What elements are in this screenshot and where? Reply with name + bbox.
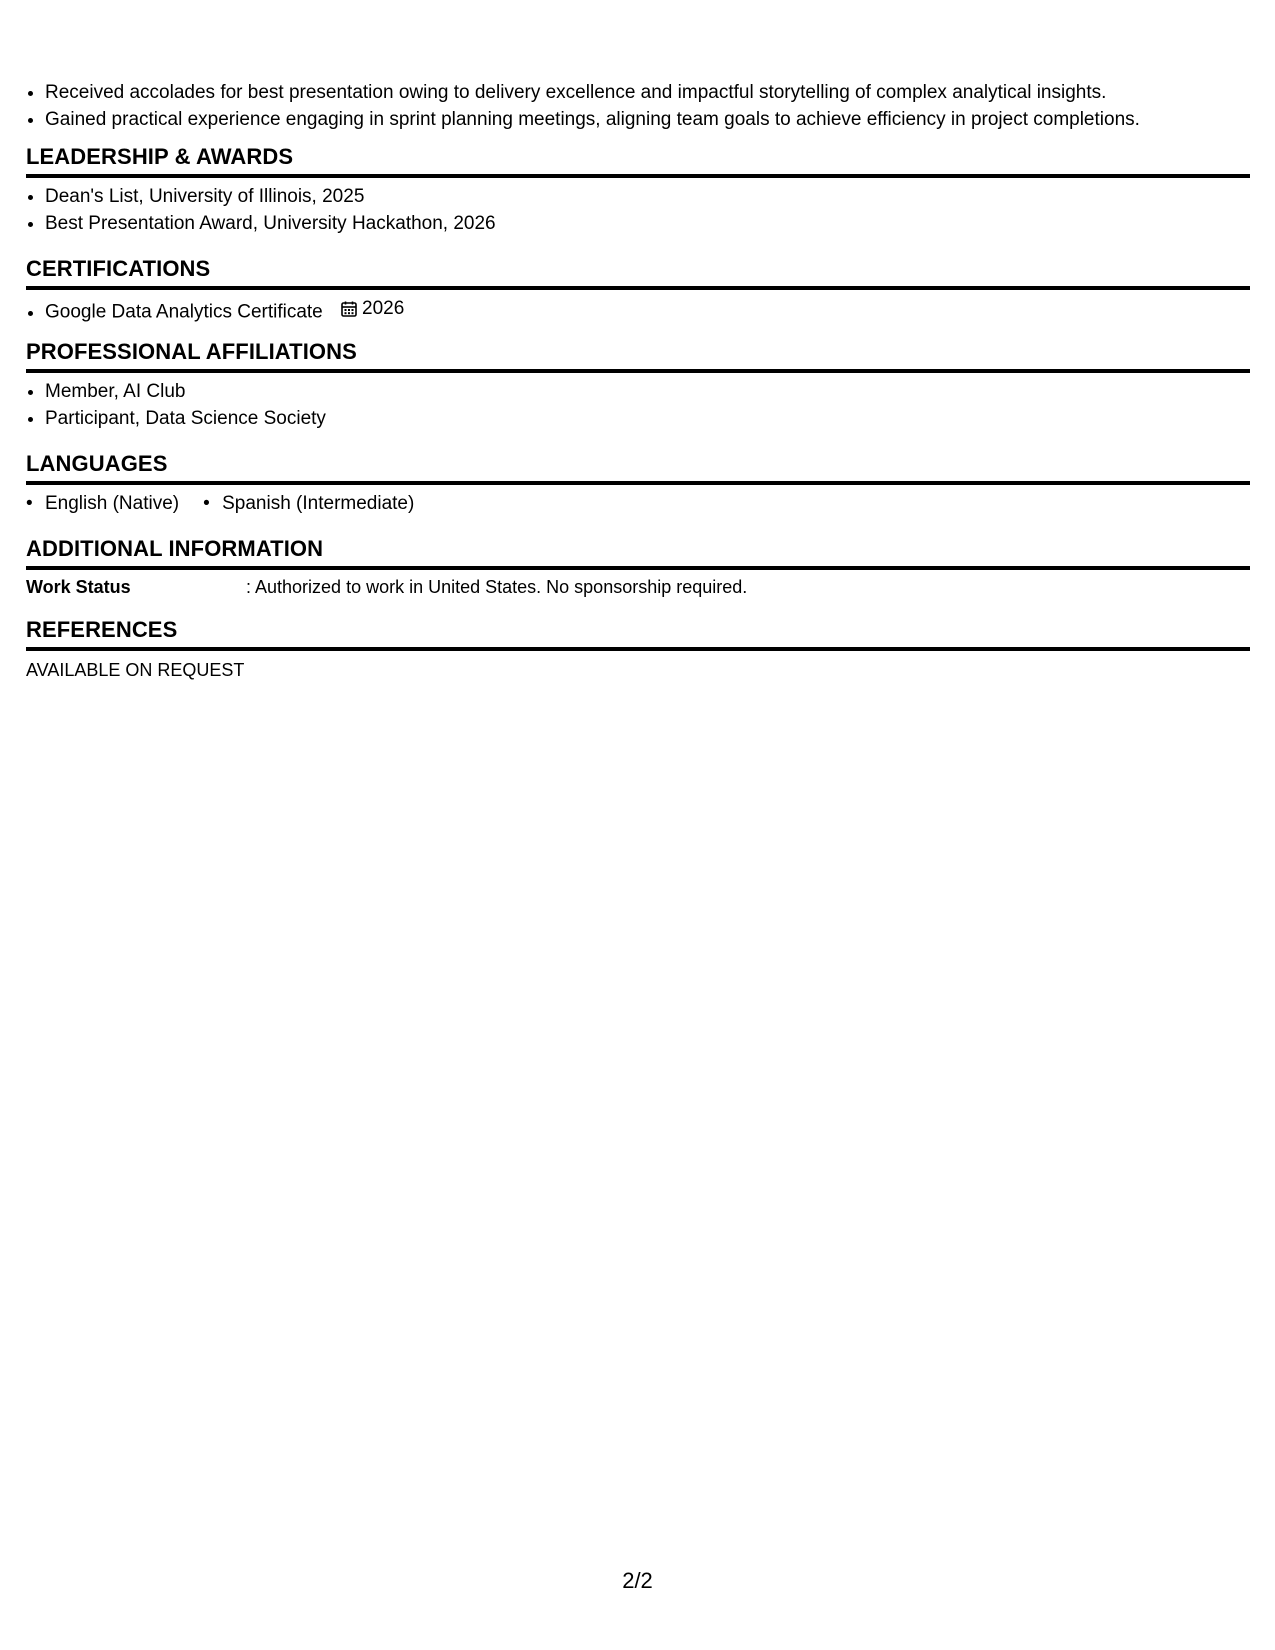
certification-year: 2026: [362, 298, 405, 319]
affiliation-item: • Participant, Data Science Society: [45, 405, 1250, 432]
references-section: [26, 616, 1250, 683]
affiliations-list: [26, 378, 1250, 432]
section-title-languages: LANGUAGES: [26, 450, 1250, 485]
additional-info-section: [26, 535, 1250, 600]
references-text: AVAILABLE ON REQUEST: [26, 660, 245, 680]
work-status-value: : Authorized to work in United States. No sponsorship required.: [246, 577, 748, 597]
certification-item: [45, 295, 1250, 326]
certification-name: Google Data Analytics Certificate: [45, 301, 323, 323]
certifications-section: [26, 255, 1250, 326]
work-status-label: Work Status: [26, 577, 131, 597]
certification-date: [340, 295, 404, 322]
language-label: • Spanish (Intermediate): [222, 493, 415, 514]
experience-bullet: • Gained practical experience engaging in sprint planning meetings, aligning team goals to achieve efficiency in project completions.: [45, 106, 1140, 133]
leadership-item: • Best Presentation Award, University Hackathon, 2026: [45, 210, 1250, 237]
languages-list: [26, 490, 1250, 517]
language-item: [203, 490, 414, 517]
section-title-additional-info: ADDITIONAL INFORMATION: [26, 535, 1250, 570]
leadership-list: [26, 183, 1250, 237]
leadership-item: • Dean's List, University of Illinois, 2025: [45, 183, 1250, 210]
experience-bullet: • Received accolades for best presentation owing to delivery excellence and impactful storytelling of complex analytical insights.: [45, 79, 1140, 106]
page-number: 2/2: [622, 1568, 653, 1593]
section-title-affiliations: PROFESSIONAL AFFILIATIONS: [26, 338, 1250, 373]
experience-bullets: [26, 79, 1140, 133]
language-label: • English (Native): [45, 493, 180, 514]
affiliations-section: [26, 338, 1250, 432]
section-title-certifications: CERTIFICATIONS: [26, 255, 1250, 290]
calendar-icon: [340, 300, 358, 318]
leadership-section: [26, 143, 1250, 237]
work-status-row: [26, 574, 1250, 600]
certifications-list: [26, 295, 1250, 326]
languages-section: [26, 450, 1250, 517]
section-title-references: REFERENCES: [26, 616, 1250, 651]
language-item: [26, 490, 179, 517]
section-title-leadership: LEADERSHIP & AWARDS: [26, 143, 1250, 178]
affiliation-item: • Member, AI Club: [45, 378, 1250, 405]
